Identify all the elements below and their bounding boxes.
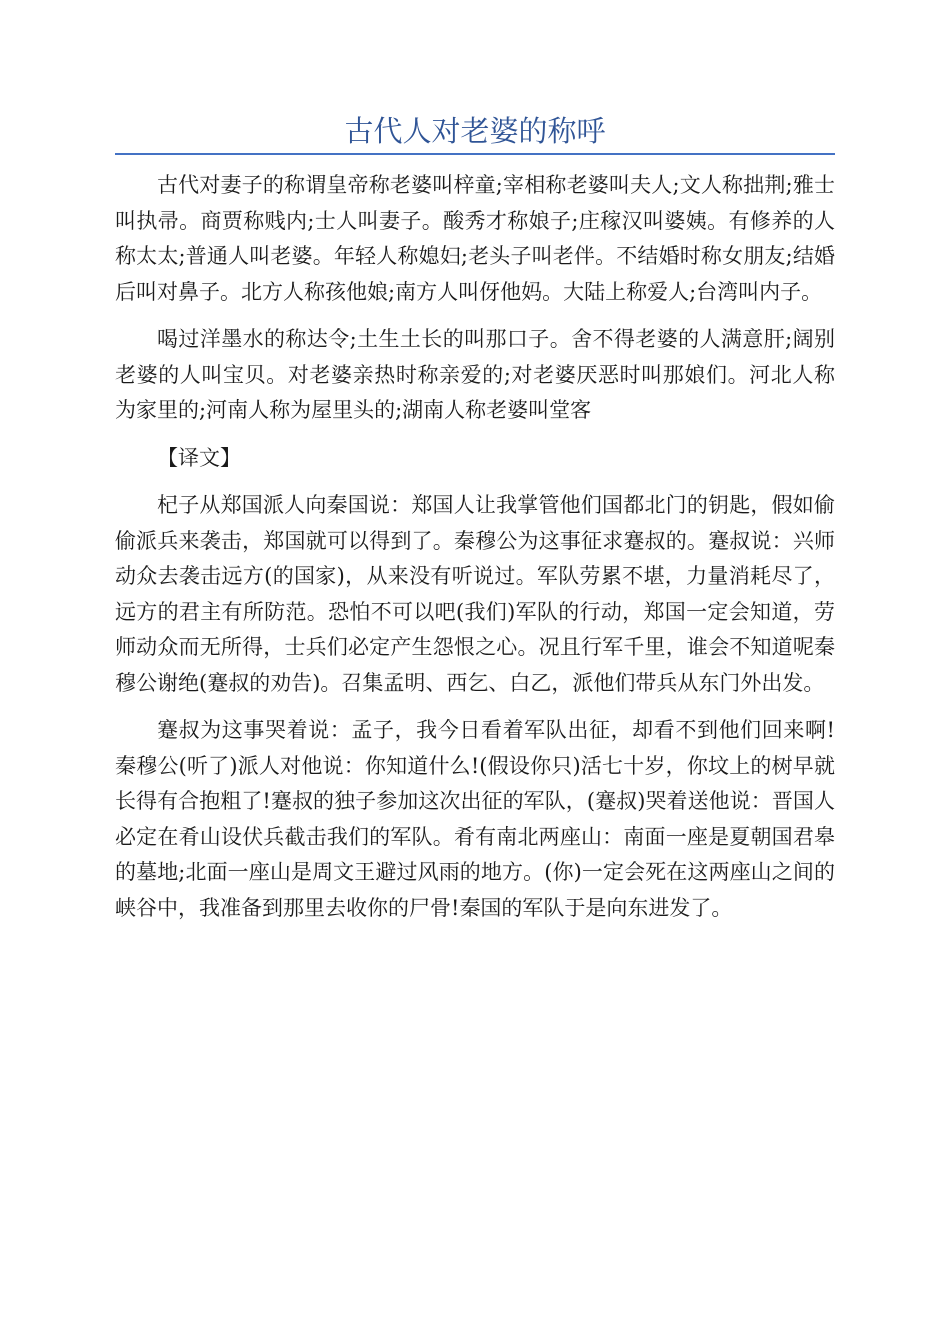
document-body xyxy=(115,168,835,938)
paragraph-intro: 古代对妻子的称谓皇帝称老婆叫梓童;宰相称老婆叫夫人;文人称拙荆;雅士叫执帚。商贾称贱内;士人叫妻子。酸秀才称娘子;庄稼汉叫婆姨。有修养的人称太太;普通人叫老婆。年轻人称媳妇;老头子叫老伴。不结婚时称女朋友;结婚后叫对鼻子。北方人称孩他娘;南方人叫伢他妈。大陆上称爱人;台湾叫内子。 xyxy=(115,173,835,304)
paragraph-regional: 喝过洋墨水的称达令;土生土长的叫那口子。舍不得老婆的人满意肝;阔别老婆的人叫宝贝。对老婆亲热时称亲爱的;对老婆厌恶时叫那娘们。河北人称为家里的;河南人称为屋里头的;湖南人称老婆叫堂客 xyxy=(115,327,835,422)
translation-heading: 【译文】 xyxy=(157,445,241,470)
paragraph-translation-2: 蹇叔为这事哭着说：孟子，我今日看着军队出征，却看不到他们回来啊!秦穆公(听了)派人对他说：你知道什么!(假设你只)活七十岁，你坟上的树早就长得有合抱粗了!蹇叔的独子参加这次出征的军队，(蹇叔)哭着送他说：晋国人必定在肴山设伏兵截击我们的军队。肴有南北两座山：南面一座是夏朝国君皋的墓地;北面一座山是周文王避过风雨的地方。(你)一定会死在这两座山之间的峡谷中，我准备到那里去收你的尸骨!秦国的军队于是向东进发了。 xyxy=(115,718,835,920)
paragraph-translation-1: 杞子从郑国派人向秦国说：郑国人让我掌管他们国都北门的钥匙，假如偷偷派兵来袭击，郑国就可以得到了。秦穆公为这事征求蹇叔的。蹇叔说：兴师动众去袭击远方(的国家)，从来没有听说过。军队劳累不堪，力量消耗尽了，远方的君主有所防范。恐怕不可以吧(我们)军队的行动，郑国一定会知道，劳师动众而无所得，士兵们必定产生怨恨之心。况且行军千里，谁会不知道呢秦穆公谢绝(蹇叔的劝告)。召集孟明、西乞、白乙，派他们带兵从东门外出发。 xyxy=(115,493,835,695)
page-title: 古代人对老婆的称呼 xyxy=(344,114,606,148)
title-underline xyxy=(115,153,835,155)
